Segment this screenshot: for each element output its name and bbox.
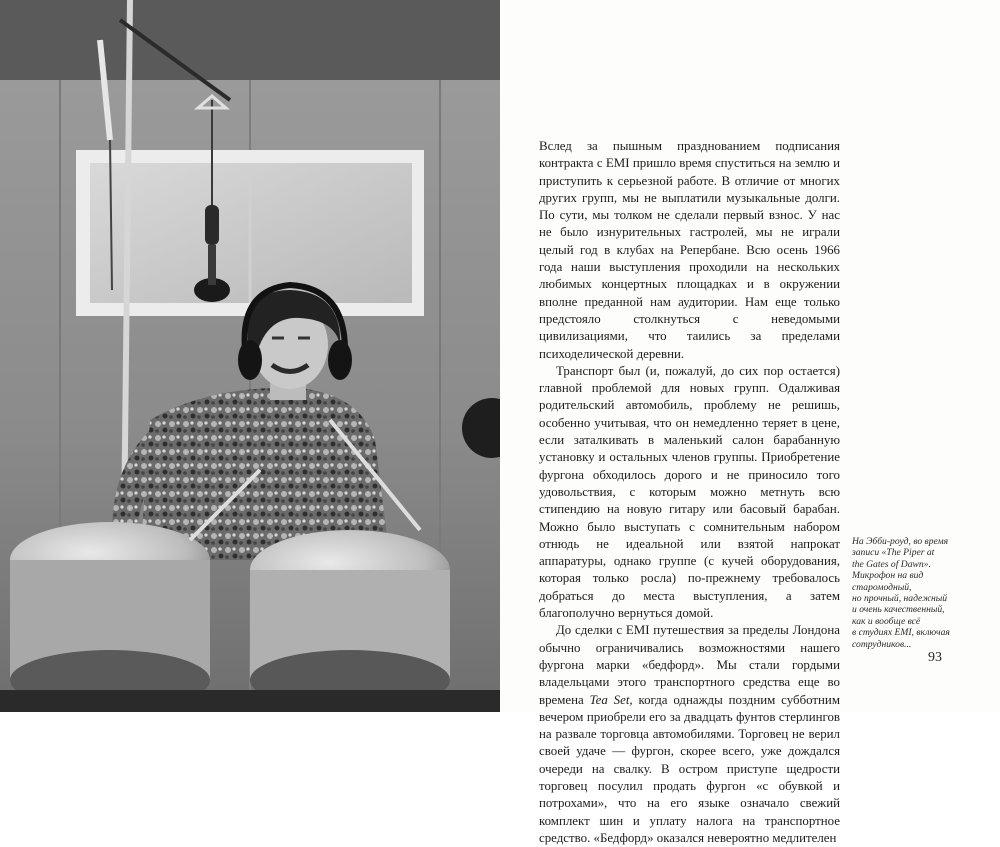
caption-line: Микрофон на вид (852, 570, 924, 582)
caption-line: и очень качественный, (852, 604, 945, 616)
photo-drummer-studio (0, 0, 500, 712)
article-body (539, 138, 840, 847)
band-name-italic: Tea Set (589, 692, 630, 707)
photo-illustration (0, 0, 500, 712)
page-number: 93 (928, 650, 942, 665)
photo-caption (852, 536, 952, 650)
caption-line: как и вообще всё (852, 615, 921, 627)
caption-line: На Эбби-роуд, во время (852, 536, 949, 547)
caption-line: the Gates of Dawn». (852, 558, 931, 570)
paragraph-3-start: До сделки с EMI путешествия за пределы Лондона обычно ограничивались возможностями нашего фургона марки «бедфорд». Мы стали гордыми владельцами этого транспортного средства еще во времена (539, 623, 840, 707)
caption-line: в студиях EMI, включая (852, 627, 950, 639)
article-paragraph-2: Транспорт был (и, пожалуй, до сих пор остается) главной проблемой для новых групп. Одалживая родительский автомобиль, проблему не решишь, особенно учитывая, что он немедленно теряет в цене, если заталкивать в маленький салон барабанную установку и остальных членов группы. Приобретение фургона обходилось дорого и не приносило того удовольствия, с которым можно метнуть всю стипендию на новую гитару или басовый барабан. Можно было выступать с сомнительным набором отнюдь не идеальной или взятой напрокат аппаратуры, однако группе (с кучей оборудования, которая только росла) по-прежнему требовалось добраться до места выступления, а затем благополучно вернуться домой. (539, 363, 840, 621)
caption-line: старомодный, (852, 581, 912, 593)
caption-line: записи «The Piper at (852, 547, 935, 559)
caption-line: сотрудников... (852, 638, 912, 650)
article-paragraph-1: Вслед за пышным празднованием подписания контракта с EMI пришло время спуститься на землю и приступить к серьезной работе. В отличие от многих других групп, мы не выплатили музыкальные долги. По сути, мы толком не сделали первый взнос. У нас не было изнурительных гастролей, мы не играли целый год в клубах на Репербане. Всю осень 1966 года наши выступления проходили на нескольких любимых концертных площадках и в окружении вполне преданной нам аудитории. Нам еще только предстояло столкнуться с неведомыми цивилизациями, что таились за пределами психоделической деревни. (539, 139, 840, 361)
article-paragraph-3 (539, 622, 840, 847)
paragraph-3-end: , когда однажды поздним субботним вечером приобрели его за двадцать фунтов стерлингов на развале торговца автомобилями. Торговец не верил своей удаче — фургон, скорее всего, уже дождался очереди на свалку. В остром приступе щедрости торговец посулил продать фургон «с обувкой и потрохами», что на его языке означало свежий комплект шин и уплату налога на транспортное средство. «Бедфорд» оказался невероятно медлителен (539, 692, 840, 845)
caption-line: но прочный, надежный (852, 593, 948, 605)
